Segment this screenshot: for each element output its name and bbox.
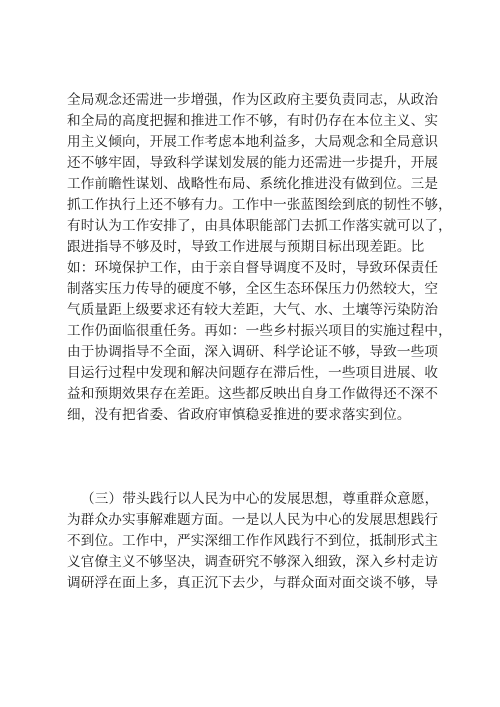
text-line: 如：环境保护工作，由于亲自督导调度不及时，导致环保责任: [67, 260, 439, 276]
text-line: 跟进指导不够及时，导致工作进展与预期目标出现差距。比: [67, 239, 425, 255]
text-line: 目运行过程中发现和解决问题存在滞后性，一些项目进展、收: [67, 365, 439, 381]
text-line: 工作前瞻性谋划、战略性布局、系统化推进没有做到位。三是: [67, 176, 439, 192]
text-line: 制落实压力传导的硬度不够，全区生态环保压力仍然较大，空: [67, 281, 439, 297]
text-line: （三）带头践行以人民为中心的发展思想，尊重群众意愿，: [81, 491, 439, 507]
text-line: 不到位。工作中，严实深细工作作风践行不到位，抵制形式主: [67, 533, 439, 549]
text-line: 全局观念还需进一步增强，作为区政府主要负责同志，从政治: [67, 92, 439, 108]
text-line: 用主义倾向，开展工作考虑本地利益多，大局观念和全局意识: [67, 134, 439, 150]
text-line: 还不够牢固，导致科学谋划发展的能力还需进一步提升，开展: [67, 155, 439, 171]
text-line: 调研浮在面上多，真正沉下去少，与群众面对面交谈不够，导: [67, 575, 439, 591]
text-line: 抓工作执行上还不够有力。工作中一张蓝图绘到底的韧性不够，: [67, 197, 452, 213]
text-line: 义官僚主义不够坚决，调查研究不够深入细致，深入乡村走访: [67, 554, 439, 570]
text-line: 有时认为工作安排了，由具体职能部门去抓工作落实就可以了，: [67, 218, 452, 234]
text-line: 益和预期效果存在差距。这些都反映出自身工作做得还不深不: [67, 386, 439, 402]
text-line: 为群众办实事解难题方面。一是以人民为中心的发展思想践行: [67, 512, 439, 528]
text-line: 和全局的高度把握和推进工作不够，有时仍存在本位主义、实: [67, 113, 439, 129]
text-line: 工作仍面临很重任务。再如：一些乡村振兴项目的实施过程中，: [67, 323, 452, 339]
text-line: 气质量距上级要求还有较大差距，大气、水、土壤等污染防治: [67, 302, 439, 318]
text-line: 细，没有把省委、省政府审慎稳妥推进的要求落实到位。: [67, 407, 411, 423]
text-line: 由于协调指导不全面，深入调研、科学论证不够，导致一些项: [67, 344, 439, 360]
